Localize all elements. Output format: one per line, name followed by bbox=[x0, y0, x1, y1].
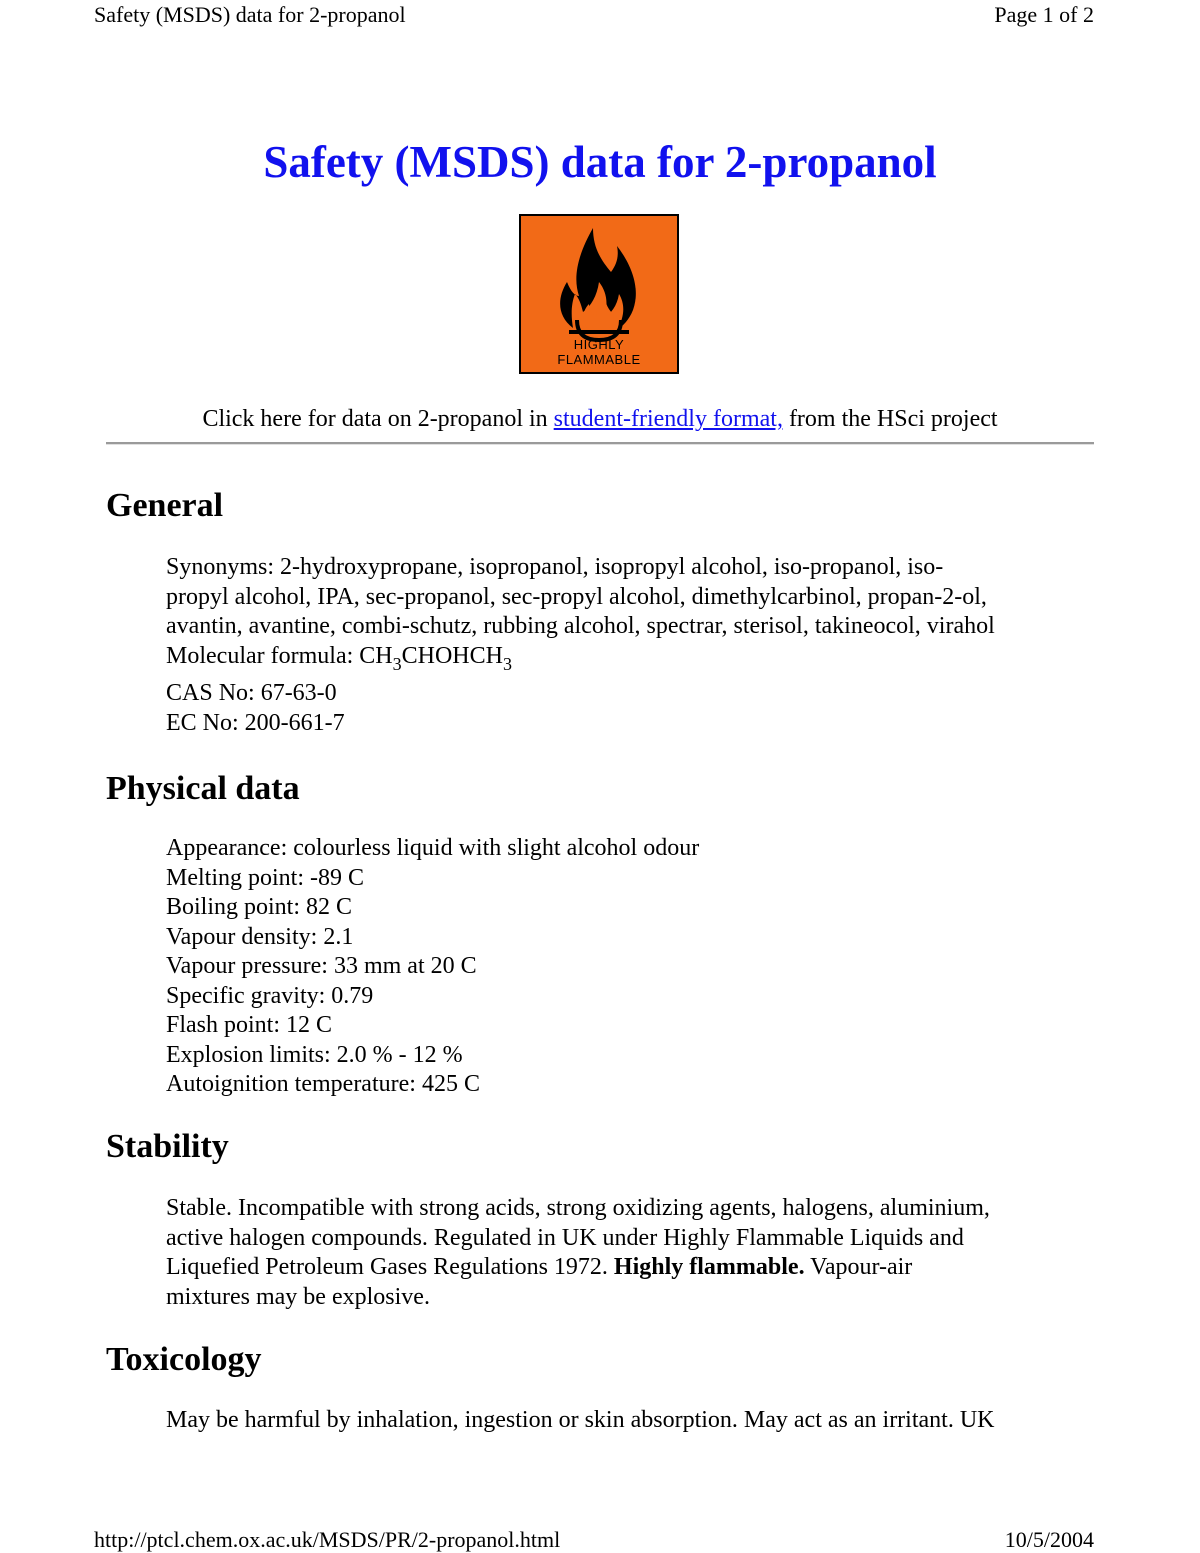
physical-property: Boiling point: 82 C bbox=[166, 894, 353, 920]
page-footer bbox=[94, 1527, 1094, 1553]
physical-data-section bbox=[166, 834, 1094, 1100]
section-heading-physical-data: Physical data bbox=[106, 770, 300, 807]
physical-property: Explosion limits: 2.0 % - 12 % bbox=[166, 1041, 463, 1068]
toxicology-text: May be harmful by inhalation, ingestion or skin absorption. May act as an irritant. UK bbox=[166, 1407, 995, 1433]
highly-flammable-warning: Highly flammable. bbox=[613, 1254, 805, 1280]
section-heading-stability: Stability bbox=[106, 1128, 229, 1165]
physical-property: Appearance: colourless liquid with slight alcohol odour bbox=[166, 835, 700, 861]
header-title: Safety (MSDS) data for 2-propanol bbox=[94, 2, 406, 27]
student-friendly-link[interactable]: student-friendly format, bbox=[553, 406, 783, 432]
print-date: 10/5/2004 bbox=[1004, 1527, 1094, 1552]
stability-text: active halogen compounds. Regulated in UK under Highly Flammable Liquids and bbox=[166, 1224, 964, 1251]
page-title: Safety (MSDS) data for 2-propanol bbox=[263, 137, 937, 187]
symbol-label-line2: FLAMMABLE bbox=[557, 352, 641, 367]
synonyms-line: propyl alcohol, IPA, sec-propanol, sec-propyl alcohol, dimethylcarbinol, propan-2-ol, bbox=[166, 583, 987, 610]
cas-number: CAS No: 67-63-0 bbox=[166, 680, 337, 706]
toxicology-section bbox=[166, 1406, 1094, 1436]
physical-property: Vapour pressure: 33 mm at 20 C bbox=[166, 953, 477, 979]
stability-text: Stable. Incompatible with strong acids, strong oxidizing agents, halogens, aluminium, bbox=[166, 1195, 990, 1221]
general-section bbox=[166, 553, 1094, 738]
stability-text: mixtures may be explosive. bbox=[166, 1283, 430, 1310]
synonyms-line: avantin, avantine, combi-schutz, rubbing alcohol, spectrar, sterisol, takineocol, virahol bbox=[166, 613, 995, 639]
page-number: Page 1 of 2 bbox=[994, 2, 1094, 27]
molecular-formula: Molecular formula: $CH_3CHOHCH_3$ bbox=[166, 642, 512, 674]
synonyms-line: Synonyms: 2-hydroxypropane, isopropanol, isopropyl alcohol, iso-propanol, iso- bbox=[166, 554, 944, 580]
page-header bbox=[94, 2, 1094, 28]
physical-property: Flash point: 12 C bbox=[166, 1012, 333, 1038]
section-heading-toxicology: Toxicology bbox=[106, 1341, 262, 1378]
physical-property: Vapour density: 2.1 bbox=[166, 923, 354, 950]
stability-section bbox=[166, 1194, 1094, 1312]
source-url: http://ptcl.chem.ox.ac.uk/MSDS/PR/2-propanol.html bbox=[94, 1527, 561, 1552]
physical-property: Melting point: -89 C bbox=[166, 864, 364, 891]
section-heading-general: General bbox=[106, 487, 224, 524]
physical-property: Specific gravity: 0.79 bbox=[166, 982, 374, 1009]
ec-number: EC No: 200-661-7 bbox=[166, 709, 345, 736]
horizontal-rule bbox=[106, 442, 1094, 445]
symbol-label-line1: HIGHLY bbox=[573, 337, 625, 352]
highly-flammable-symbol bbox=[519, 214, 679, 374]
physical-property: Autoignition temperature: 425 C bbox=[166, 1071, 480, 1097]
intro-text: Click here for data on 2-propanol in student-friendly format, from the HSci project bbox=[202, 406, 998, 432]
stability-text: Liquefied Petroleum Gases Regulations 1972. Highly flammable. Vapour-air bbox=[166, 1254, 913, 1280]
